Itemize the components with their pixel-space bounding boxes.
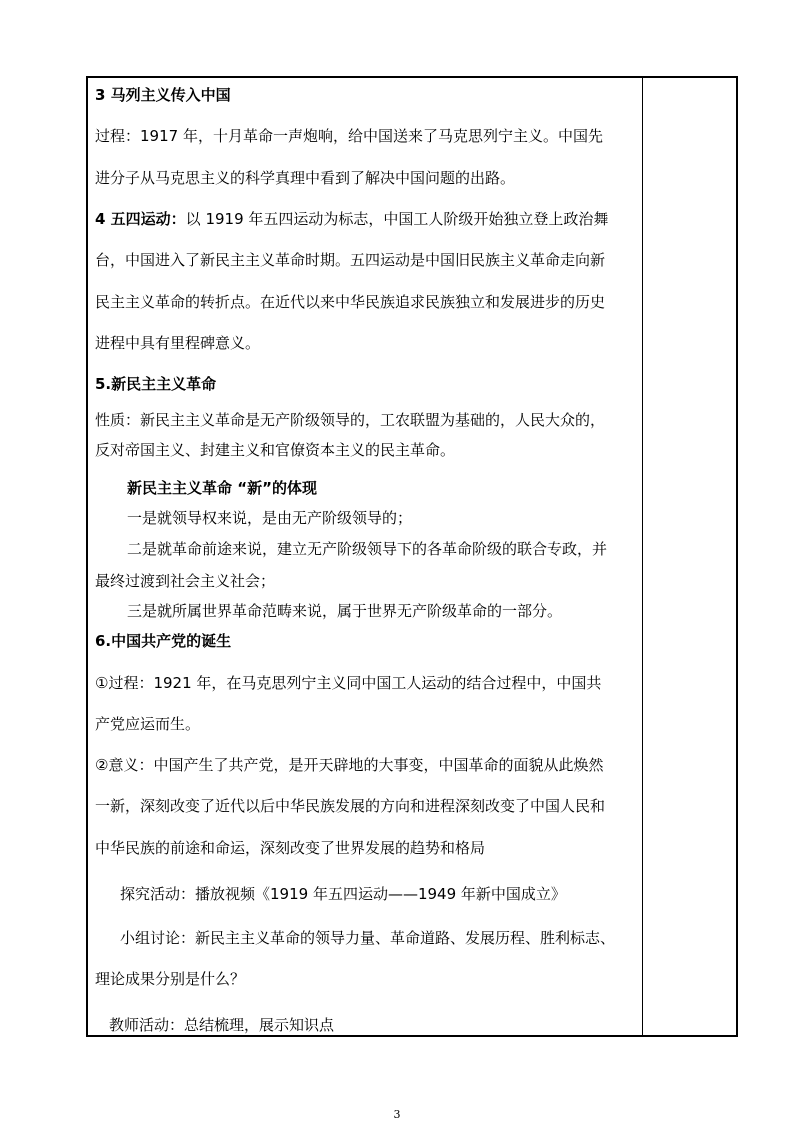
column-divider (642, 78, 643, 1035)
text-line: 三是就所属世界革命范畴来说，属于世界无产阶级革命的一部分。 (127, 602, 563, 620)
text-line: 一是就领导权来说，是由无产阶级领导的； (127, 509, 413, 527)
heading-may-fourth: 4 五四运动： (95, 210, 186, 228)
text-line: 最终过渡到社会主义社会； (95, 572, 276, 590)
text-line: 一新，深刻改变了近代以后中华民族发展的方向和进程深刻改变了中国人民和 (95, 797, 606, 815)
heading-cpc-founding: 6.中国共产党的诞生 (95, 632, 232, 650)
activity-teacher: 教师活动：总结梳理，展示知识点 (109, 1016, 335, 1034)
text-line: ①过程：1921 年，在马克思列宁主义同中国工人运动的结合过程中，中国共 (95, 674, 602, 692)
text-line: 台，中国进入了新民主主义革命时期。五四运动是中国旧民族主义革命走向新 (95, 251, 606, 269)
heading-marxism: 3 马列主义传入中国 (95, 86, 231, 104)
subheading-new-aspects: 新民主主义革命 “新”的体现 (127, 479, 317, 497)
text-line: 中华民族的前途和命运，深刻改变了世界发展的趋势和格局 (95, 839, 486, 857)
text-line: 反对帝国主义、封建主义和官僚资本主义的民主革命。 (95, 441, 456, 459)
text-line: 产党应运而生。 (95, 715, 201, 733)
text-line: 二是就革命前途来说，建立无产阶级领导下的各革命阶级的联合专政，并 (127, 540, 608, 558)
page-number: 3 (393, 1108, 401, 1121)
text-line: 进程中具有里程碑意义。 (95, 334, 261, 352)
text-line: 进分子从马克思主义的科学真理中看到了解决中国问题的出路。 (95, 169, 516, 187)
text-line: 民主主义革命的转折点。在近代以来中华民族追求民族独立和发展进步的历史 (95, 293, 606, 311)
lesson-table (86, 76, 738, 1037)
text-line: 4 五四运动：以 1919 年五四运动为标志，中国工人阶级开始独立登上政治舞 (95, 210, 609, 228)
text-line: 理论成果分别是什么？ (95, 970, 246, 988)
text-line: ②意义：中国产生了共产党，是开天辟地的大事变，中国革命的面貌从此焕然 (95, 756, 604, 774)
heading-new-democratic-revolution: 5.新民主主义革命 (95, 375, 217, 393)
text-line: 过程：1917 年，十月革命一声炮响，给中国送来了马克思列宁主义。中国先 (95, 127, 603, 145)
activity-inquiry: 探究活动：播放视频《1919 年五四运动——1949 年新中国成立》 (120, 885, 566, 903)
text-line: 性质：新民主主义革命是无产阶级领导的，工农联盟为基础的，人民大众的， (95, 411, 606, 429)
activity-discussion: 小组讨论：新民主主义革命的领导力量、革命道路、发展历程、胜利标志、 (120, 929, 616, 947)
